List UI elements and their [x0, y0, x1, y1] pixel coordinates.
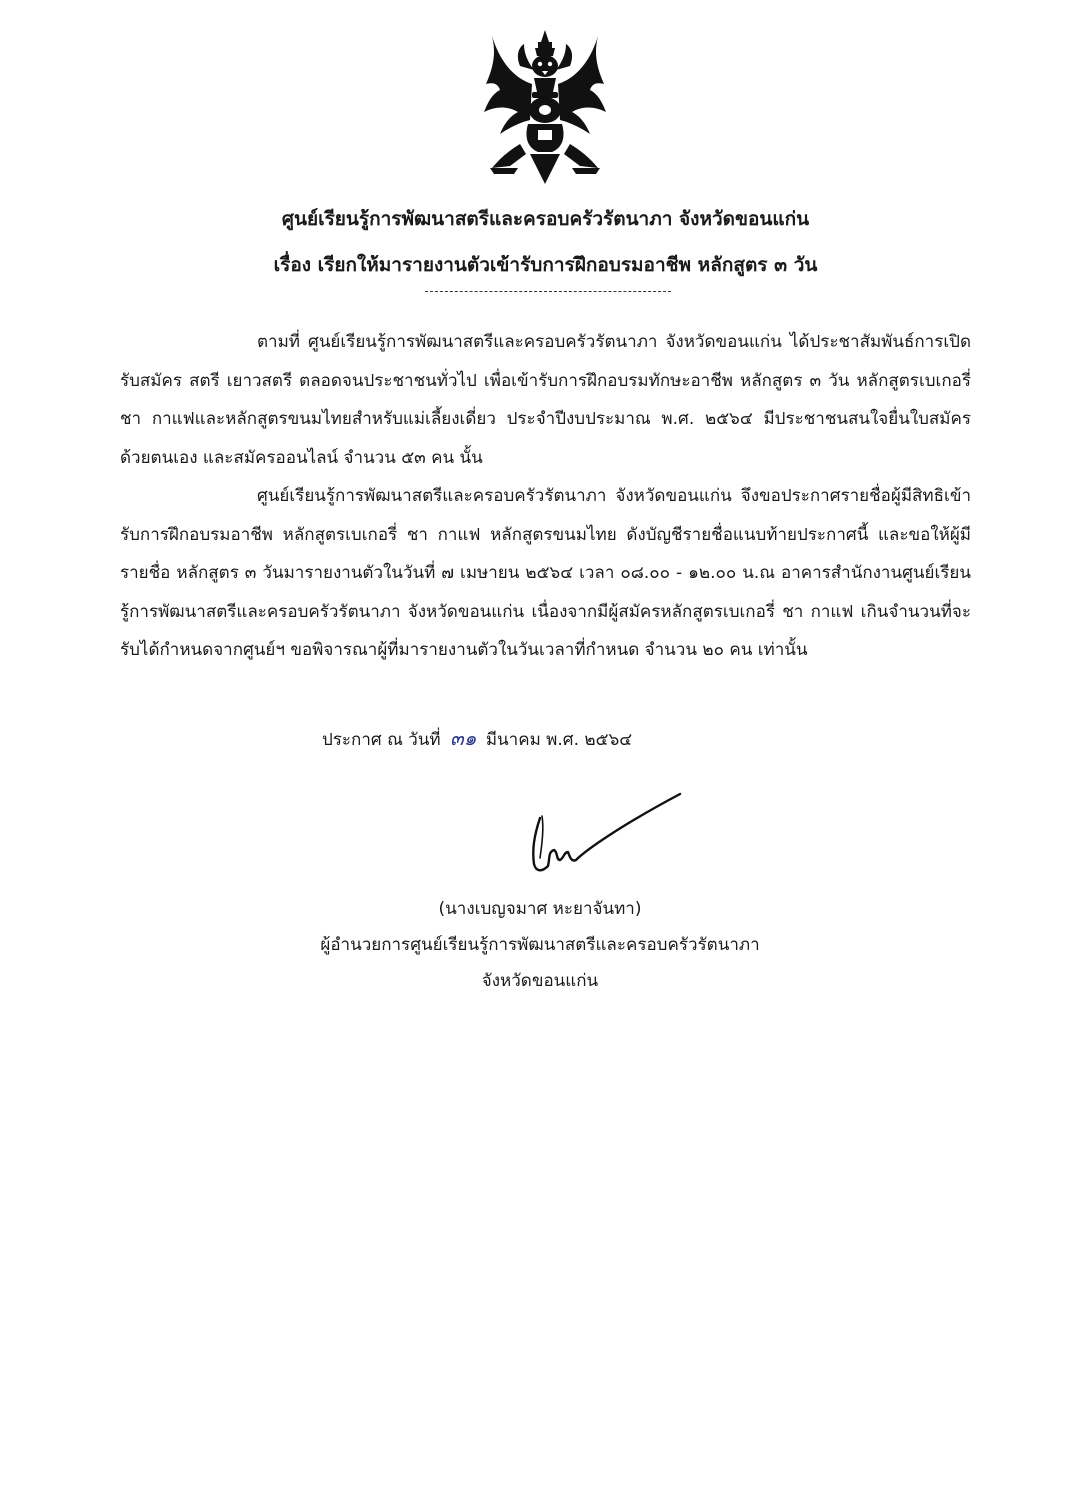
header-organization: ศูนย์เรียนรู้การพัฒนาสตรีและครอบครัวรัตนาภา จังหวัดขอนแก่น — [281, 208, 810, 230]
signer-province: จังหวัดขอนแก่น — [481, 971, 599, 991]
announcement-suffix: มีนาคม พ.ศ. ๒๕๖๔ — [485, 730, 633, 750]
garuda-emblem-icon — [480, 26, 610, 188]
body-paragraph-2: ศูนย์เรียนรู้การพัฒนาสตรีและครอบครัวรัตนาภา จังหวัดขอนแก่น จึงขอประกาศรายชื่อผู้มีสิทธิเข้ารับการฝึกอบรมอาชีพ หลักสูตรเบเกอรี่ ชา กาแฟ หลักสูตรขนมไทย ดังบัญชีรายชื่อแนบท้ายประกาศนี้ และขอให้ผู้มีรายชื่อ หลักสูตร ๓ วันมารายงานตัวในวันที่ ๗ เมษายน ๒๕๖๔ เวลา ๐๘.๐๐ - ๑๒.๐๐ น.ณ อาคารสำนักงานศูนย์เรียนรู้การพัฒนาสตรีและครอบครัวรัตนาภา จังหวัดขอนแก่น เนื่องจากมีผู้สมัครหลักสูตรเบเกอรี่ ชา กาแฟ เกินจำนวนที่จะรับได้กำหนดจากศูนย์ฯ ขอพิจารณาผู้ที่มารายงานตัวในวันเวลาที่กำหนด จำนวน ๒๐ คน เท่านั้น — [120, 486, 971, 660]
announcement-prefix: ประกาศ ณ วันที่ — [322, 730, 441, 750]
body-paragraph-1: ตามที่ ศูนย์เรียนรู้การพัฒนาสตรีและครอบครัวรัตนาภา จังหวัดขอนแก่น ได้ประชาสัมพันธ์การเปิดรับสมัคร สตรี เยาวสตรี ตลอดจนประชาชนทั่วไป เพื่อเข้ารับการฝึกอบรมทักษะอาชีพ หลักสูตร ๓ วัน หลักสูตรเบเกอรี่ ชา กาแฟและหลักสูตรขนมไทยสำหรับแม่เลี้ยงเดี่ยว ประจำปีงบประมาณ พ.ศ. ๒๕๖๔ มีประชาชนสนใจยื่นใบสมัคร ด้วยตนเอง และสมัครออนไลน์ จำนวน ๕๓ คน นั้น — [120, 332, 971, 468]
signer-name: (นางเบญจมาศ หะยาจันทา) — [438, 899, 642, 919]
signer-position: ผู้อำนวยการศูนย์เรียนรู้การพัฒนาสตรีและครอบครัวรัตนาภา — [320, 935, 760, 955]
announcement-day-handwritten: ๓๑ — [450, 726, 477, 750]
handwritten-signature-icon — [520, 788, 690, 878]
announcement-date — [322, 722, 632, 754]
header-divider — [425, 291, 671, 292]
header-subject: เรื่อง เรียกให้มารายงานตัวเข้ารับการฝึกอบรมอาชีพ หลักสูตร ๓ วัน — [273, 254, 818, 276]
